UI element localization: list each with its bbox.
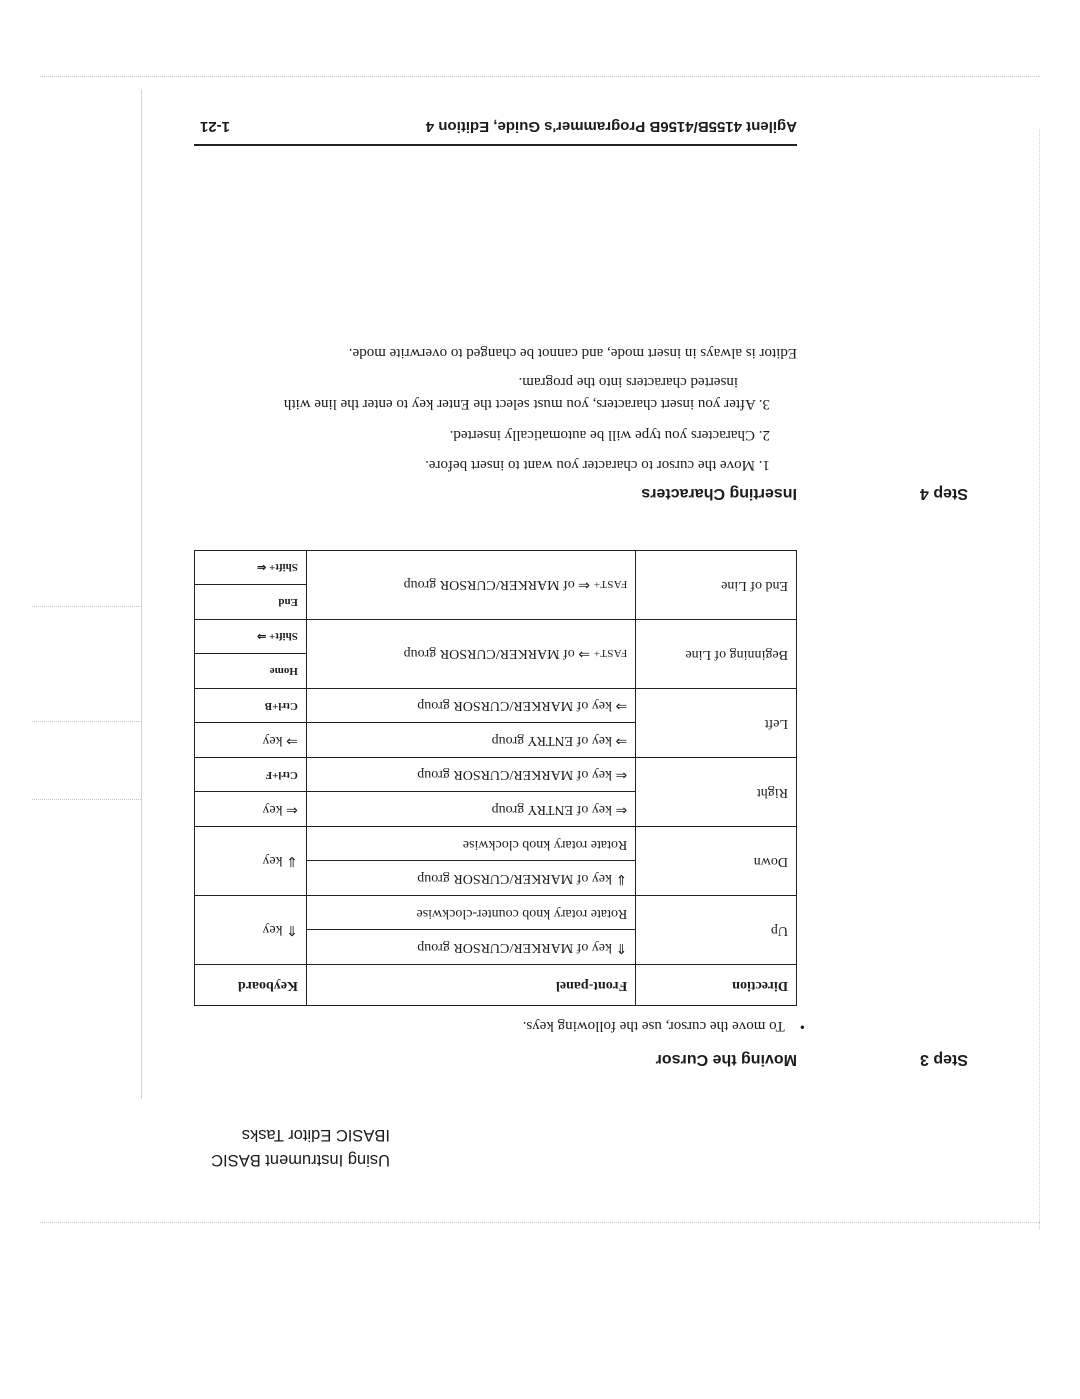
step-3-label: Step 3 <box>919 1051 968 1068</box>
table-header-row <box>195 965 797 1006</box>
keyboard-cell: ⇒ key <box>195 723 307 758</box>
direction-cell: End of Line <box>636 551 797 620</box>
scan-mark <box>32 721 142 722</box>
keyboard-cell: ⇐ key <box>195 792 307 827</box>
scan-mark <box>32 606 142 607</box>
page-number: 1-21 <box>199 118 230 135</box>
fast-key-label: FAST+ <box>593 578 628 591</box>
keyboard-cell: ⇓ key <box>195 827 307 896</box>
scan-border-bottom <box>40 76 1040 77</box>
keyboard-cell: Ctrl+F <box>195 758 307 793</box>
direction-cell: Down <box>636 827 797 896</box>
keyboard-cell: Ctrl+B <box>195 689 307 724</box>
direction-cell: Up <box>636 896 797 965</box>
direction-cell: Left <box>636 689 797 758</box>
front-panel-cell: Rotate rotary knob clockwise <box>306 827 635 862</box>
front-panel-text: ⇒ of MARKER/CURSOR group <box>403 646 594 662</box>
scan-border-top <box>40 1222 1040 1223</box>
table-row <box>195 861 797 896</box>
front-panel-cell: Rotate rotary knob counter-clockwise <box>306 896 635 931</box>
front-panel-cell: ⇐ key of MARKER/CURSOR group <box>306 758 635 793</box>
table-row <box>195 585 797 620</box>
scan-border-right <box>141 89 142 1099</box>
step-4-title: Inserting Characters <box>641 485 797 502</box>
front-panel-cell <box>306 551 635 620</box>
bullet-icon: • <box>784 1018 805 1034</box>
direction-cell: Beginning of Line <box>636 620 797 689</box>
table-row <box>195 723 797 758</box>
fast-key-label: FAST+ <box>593 647 628 660</box>
scan-border-left <box>1039 129 1040 1229</box>
step-4-item: 3. After you insert characters, you must select the Enter key to enter the line with <box>283 396 770 412</box>
front-panel-text: ⇐ of MARKER/CURSOR group <box>403 577 594 593</box>
keyboard-cell: Shift+ ⇐ <box>195 551 307 586</box>
running-header-chapter: Using Instrument BASIC <box>211 1151 390 1169</box>
table-row <box>195 654 797 689</box>
step-4-label: Step 4 <box>919 485 968 502</box>
footer-rule <box>194 144 797 146</box>
keyboard-cell: ⇑ key <box>195 896 307 965</box>
front-panel-cell: ⇒ key of MARKER/CURSOR group <box>306 689 635 724</box>
front-panel-cell: ⇐ key of ENTRY group <box>306 792 635 827</box>
footer-title: Agilent 4155B/4156B Programmer's Guide, Edition 4 <box>425 118 797 135</box>
front-panel-cell <box>306 620 635 689</box>
keyboard-cell: Shift+ ⇒ <box>195 620 307 655</box>
table-row <box>195 792 797 827</box>
step-4-note: Editor is always in insert mode, and cannot be changed to overwrite mode. <box>348 345 797 361</box>
step-4-item: 1. Move the cursor to character you want to insert before. <box>425 457 770 473</box>
scan-mark <box>32 799 142 800</box>
keyboard-cell: Home <box>195 654 307 689</box>
table-row <box>195 930 797 965</box>
front-panel-cell: ⇑ key of MARKER/CURSOR group <box>306 930 635 965</box>
keyboard-cell: End <box>195 585 307 620</box>
step-4-item-continued: inserted characters into the program. <box>518 374 738 390</box>
front-panel-cell: ⇒ key of ENTRY group <box>306 723 635 758</box>
bullet-text: To move the cursor, use the following keys. <box>522 1018 785 1034</box>
running-header-section: IBASIC Editor Tasks <box>241 1126 390 1144</box>
front-panel-cell: ⇓ key of MARKER/CURSOR group <box>306 861 635 896</box>
column-header: Keyboard <box>195 965 307 1006</box>
cursor-keys-table <box>194 550 797 1006</box>
step-3-bullet <box>523 1017 805 1034</box>
step-4-item: 2. Characters you type will be automatically inserted. <box>449 427 770 443</box>
column-header: Front-panel <box>306 965 635 1006</box>
step-3-title: Moving the Cursor <box>655 1051 797 1068</box>
direction-cell: Right <box>636 758 797 827</box>
column-header: Direction <box>636 965 797 1006</box>
